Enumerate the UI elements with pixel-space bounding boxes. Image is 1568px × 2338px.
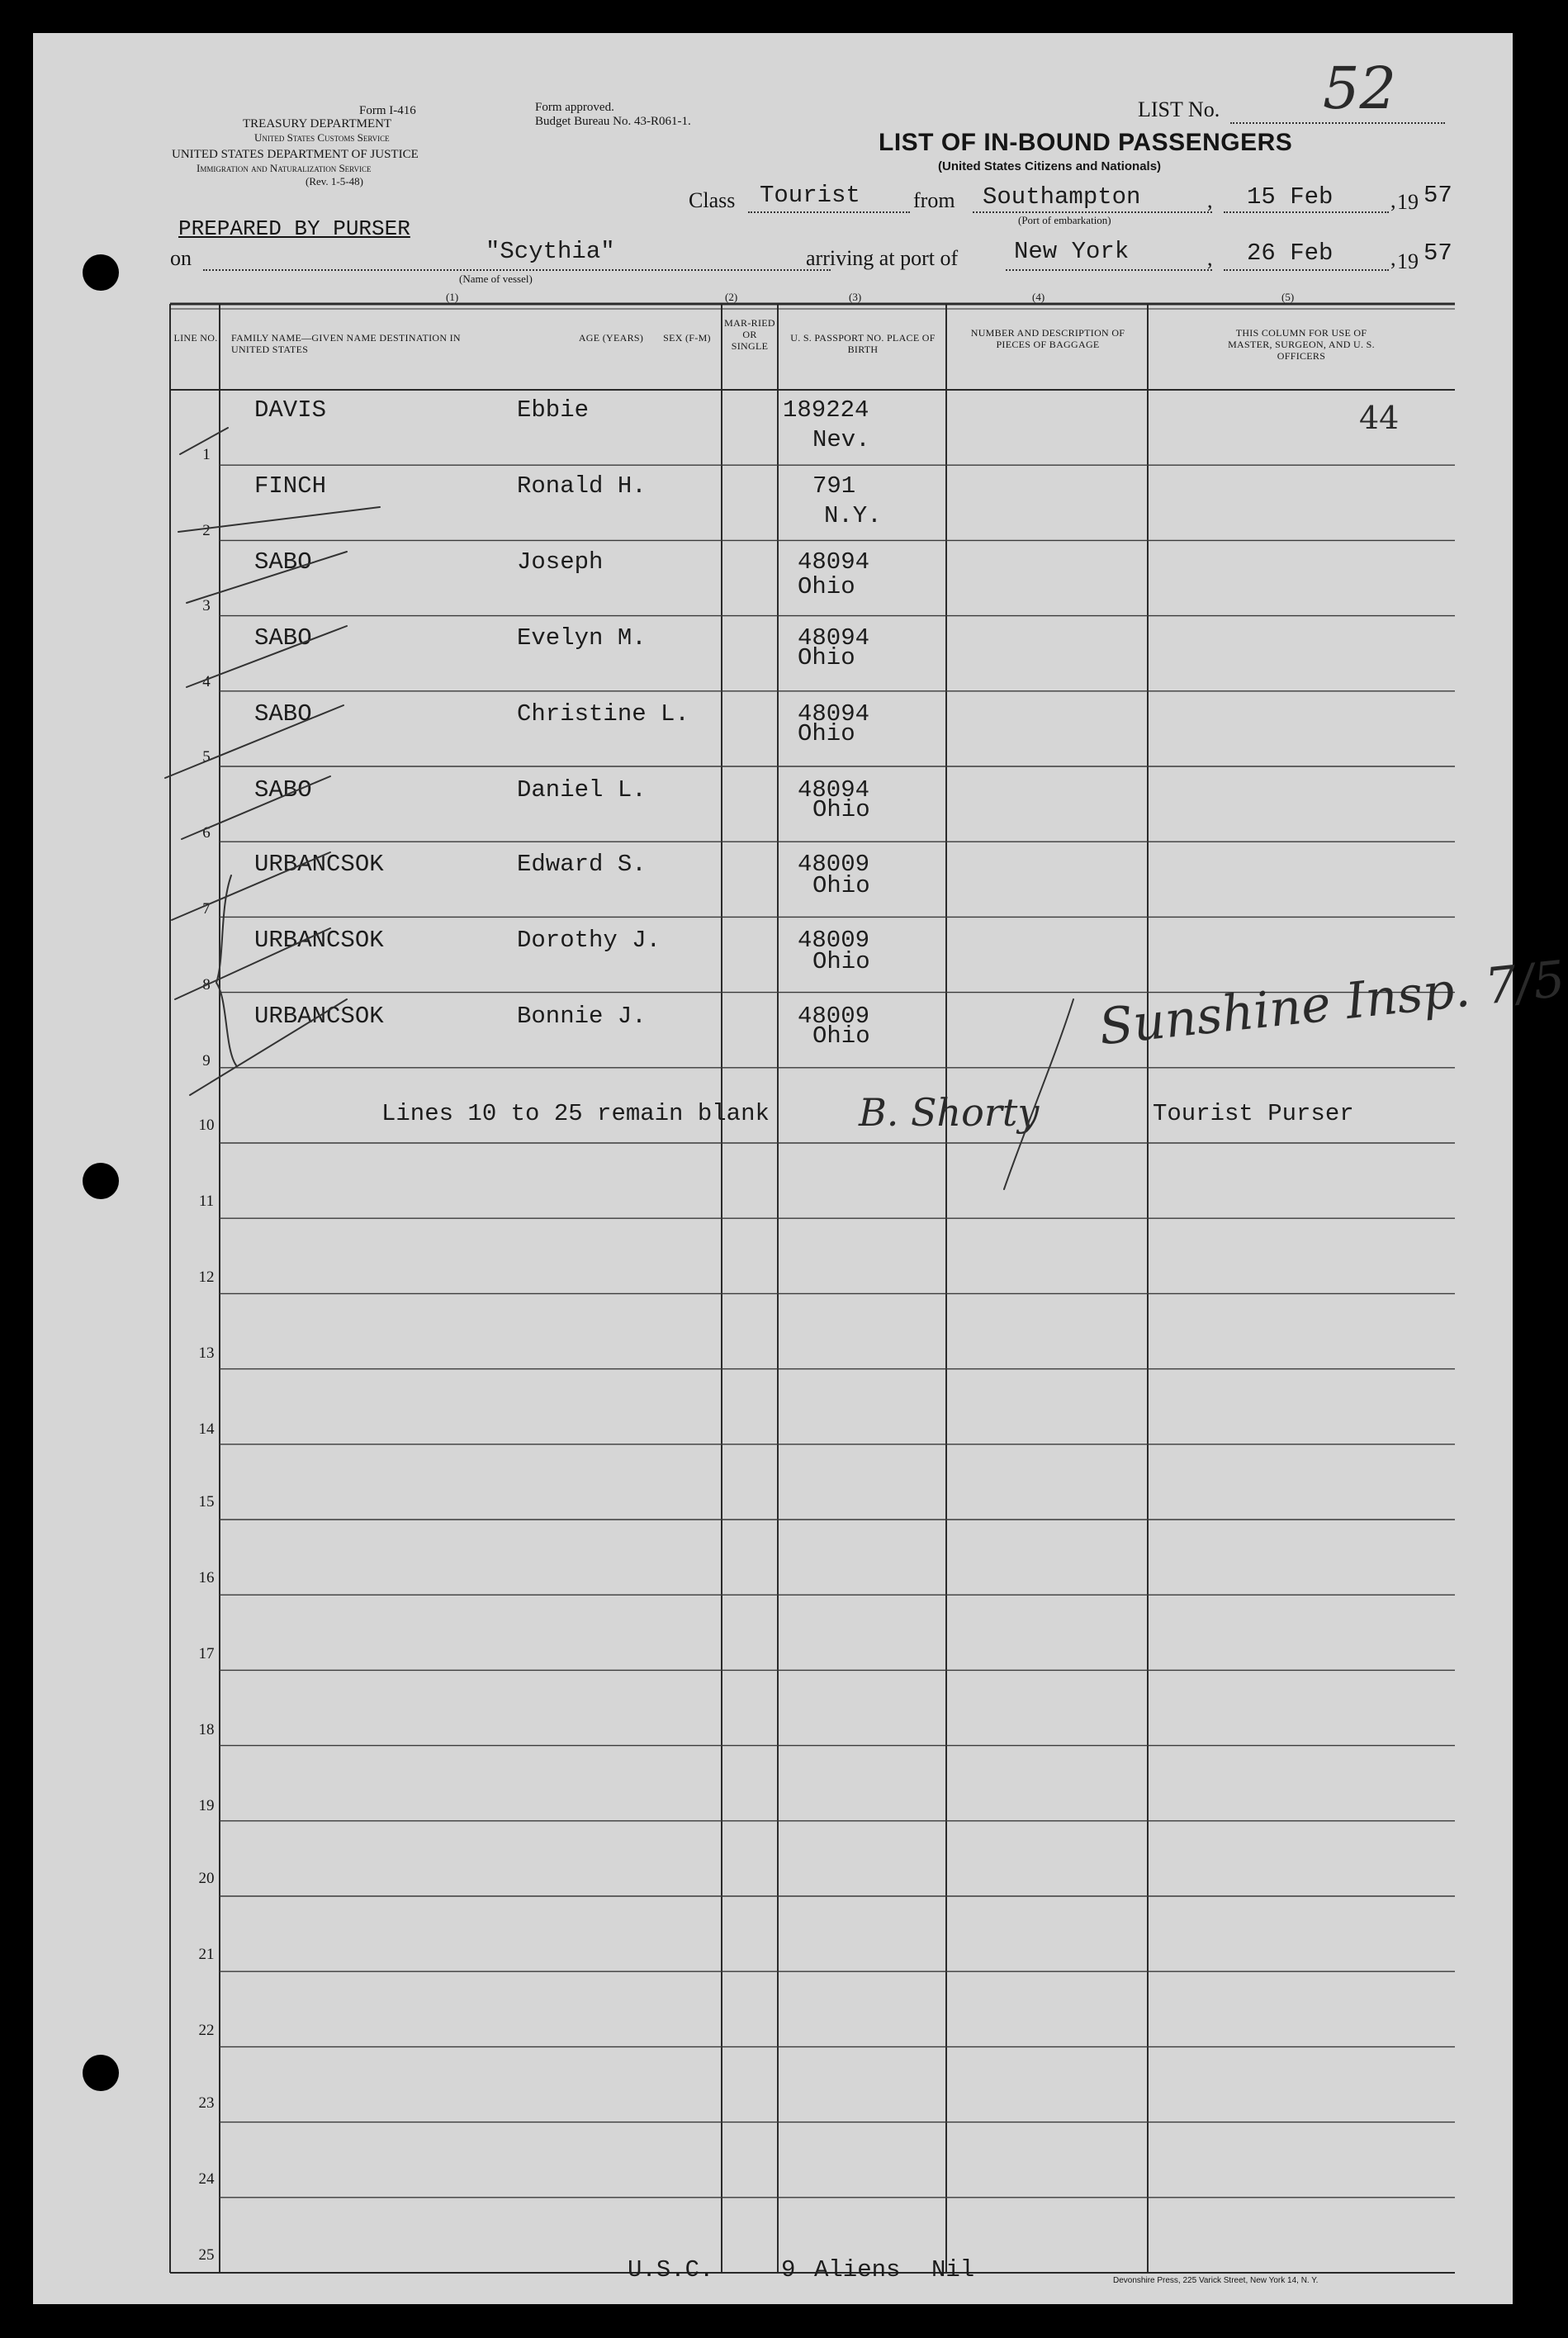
usc-count: 9 <box>781 2256 796 2283</box>
embarkation-port: Southampton <box>983 183 1141 211</box>
family-name: URBANCSOK <box>254 851 384 878</box>
budget-bureau: Budget Bureau No. 43-R061-1. <box>535 115 691 128</box>
treasury-department: TREASURY DEPARTMENT <box>243 117 392 130</box>
line-number: 10 <box>198 1117 215 1134</box>
line-number: 19 <box>198 1797 215 1814</box>
place-of-birth: N.Y. <box>824 502 882 529</box>
usc-label: U.S.C. <box>628 2256 714 2283</box>
port-caption: (Port of embarkation) <box>1018 214 1111 226</box>
inspector-signature: Sunshine Insp. 7/5 <box>1096 950 1568 1057</box>
arriving-label: arriving at port of <box>806 246 959 270</box>
header-line-no: LINE NO. <box>173 332 218 344</box>
from-comma: , <box>1207 188 1213 212</box>
family-name: DAVIS <box>254 396 327 424</box>
passport-number: 48094 <box>798 624 870 652</box>
list-number: 52 <box>1323 55 1397 122</box>
place-of-birth: Ohio <box>798 644 855 671</box>
col-number-1: (1) <box>446 291 459 303</box>
family-name: FINCH <box>254 472 327 500</box>
class-value: Tourist <box>760 182 860 209</box>
manifest-page <box>33 33 1568 2304</box>
arrival-date: 26 Feb <box>1247 239 1334 267</box>
purser-role: Tourist Purser <box>1153 1100 1354 1127</box>
line-number: 4 <box>202 673 211 690</box>
header-passport: U. S. PASSPORT NO. PLACE OF BIRTH <box>790 332 936 355</box>
ins-service: Immigration and Naturalization Service <box>197 162 372 174</box>
line-number: 20 <box>198 1870 215 1887</box>
arrival-year: 57 <box>1424 239 1452 267</box>
header-baggage: NUMBER AND DESCRIPTION OF PIECES OF BAGGAGE <box>970 327 1125 350</box>
family-name: SABO <box>254 700 312 728</box>
line-number: 17 <box>198 1645 215 1662</box>
line-number: 1 <box>202 446 211 463</box>
manifest-title: LIST OF IN-BOUND PASSENGERS <box>879 129 1293 156</box>
aliens-label: Aliens <box>814 2256 901 2283</box>
line-number: 24 <box>198 2170 215 2188</box>
family-name: URBANCSOK <box>254 1003 384 1030</box>
passport-number: 48009 <box>798 1003 870 1030</box>
vessel-name: "Scythia" <box>486 238 615 265</box>
arrive-comma: , <box>1390 246 1396 270</box>
line-number: 2 <box>202 522 211 539</box>
header-name-destination: FAMILY NAME—GIVEN NAME DESTINATION IN UNITED STATES <box>231 332 461 355</box>
given-name: Joseph <box>517 548 604 576</box>
place-of-birth: Ohio <box>812 796 870 823</box>
line-number: 9 <box>202 1052 211 1069</box>
line-number: 3 <box>202 597 211 614</box>
depart-year-prefix: 19 <box>1397 190 1419 214</box>
departure-date: 15 Feb <box>1247 183 1334 211</box>
vessel-caption: (Name of vessel) <box>459 273 533 285</box>
passport-number: 189224 <box>783 396 869 424</box>
line-number: 12 <box>198 1269 215 1286</box>
passport-number: 791 <box>812 472 856 500</box>
given-name: Daniel L. <box>517 776 647 804</box>
line-number: 11 <box>198 1193 215 1210</box>
form-number: Form I-416 <box>359 104 416 117</box>
departure-year: 57 <box>1424 182 1452 209</box>
given-name: Ebbie <box>517 396 590 424</box>
line-number: 15 <box>198 1493 215 1510</box>
place-of-birth: Ohio <box>812 1022 870 1050</box>
passport-number: 48094 <box>798 548 870 576</box>
arrive-year-prefix: 19 <box>1397 249 1419 273</box>
arrival-port: New York <box>1014 238 1130 265</box>
given-name: Evelyn M. <box>517 624 647 652</box>
from-label: from <box>913 188 955 212</box>
prepared-by-stamp: PREPARED BY PURSER <box>178 216 410 241</box>
class-label: Class <box>689 188 736 212</box>
line-number: 18 <box>198 1721 215 1738</box>
depart-comma: , <box>1390 188 1396 212</box>
col-number-3: (3) <box>849 291 862 303</box>
header-age: AGE (YEARS) <box>578 332 644 344</box>
col-number-5: (5) <box>1281 291 1295 303</box>
family-name: SABO <box>254 776 312 804</box>
passport-number: 48094 <box>798 700 870 728</box>
manifest-subtitle: (United States Citizens and Nationals) <box>938 159 1162 173</box>
given-name: Dorothy J. <box>517 927 661 954</box>
line-number: 16 <box>198 1569 215 1586</box>
passport-number: 48009 <box>798 927 870 954</box>
revision-date: (Rev. 1-5-48) <box>306 175 363 187</box>
given-name: Christine L. <box>517 700 689 728</box>
arrival-comma: , <box>1207 246 1213 270</box>
form-approved: Form approved. <box>535 101 614 114</box>
given-name: Ronald H. <box>517 472 647 500</box>
aliens-value: Nil <box>931 2256 975 2283</box>
col-number-2: (2) <box>725 291 738 303</box>
col-number-4: (4) <box>1032 291 1045 303</box>
place-of-birth: Ohio <box>798 720 855 747</box>
line-number: 6 <box>202 824 211 842</box>
line-number: 23 <box>198 2094 215 2112</box>
justice-department: UNITED STATES DEPARTMENT OF JUSTICE <box>172 148 419 161</box>
line-number: 14 <box>198 1420 215 1438</box>
purser-signature: B. Shorty <box>859 1090 1040 1135</box>
line-number: 25 <box>198 2246 215 2264</box>
place-of-birth: Nev. <box>812 426 870 453</box>
line-number: 7 <box>202 900 211 918</box>
header-sex: SEX (F-M) <box>663 332 711 344</box>
line-number: 8 <box>202 976 211 994</box>
list-no-label: LIST No. <box>1138 97 1220 121</box>
line-number: 5 <box>202 748 211 766</box>
line-number: 21 <box>198 1946 215 1963</box>
passport-number: 48009 <box>798 851 870 878</box>
line-number: 22 <box>198 2022 215 2039</box>
place-of-birth: Ohio <box>812 948 870 975</box>
given-name: Edward S. <box>517 851 647 878</box>
family-name: URBANCSOK <box>254 927 384 954</box>
on-label: on <box>170 246 192 270</box>
header-officers: THIS COLUMN FOR USE OF MASTER, SURGEON, AND U. S. OFFICERS <box>1228 327 1375 362</box>
place-of-birth: Ohio <box>798 573 855 600</box>
family-name: SABO <box>254 624 312 652</box>
header-married-single: MAR-RIED OR SINGLE <box>724 317 775 352</box>
pen-marks <box>33 33 1513 2304</box>
place-of-birth: Ohio <box>812 872 870 899</box>
passport-number: 48094 <box>798 776 870 804</box>
given-name: Bonnie J. <box>517 1003 647 1030</box>
customs-service: United States Customs Service <box>254 131 390 144</box>
family-name: SABO <box>254 548 312 576</box>
blank-lines-note: Lines 10 to 25 remain blank <box>381 1100 770 1127</box>
officer-note: 44 <box>1359 400 1400 436</box>
printer-imprint: Devonshire Press, 225 Varick Street, New York 14, N. Y. <box>1113 2276 1319 2285</box>
line-number: 13 <box>198 1344 215 1362</box>
